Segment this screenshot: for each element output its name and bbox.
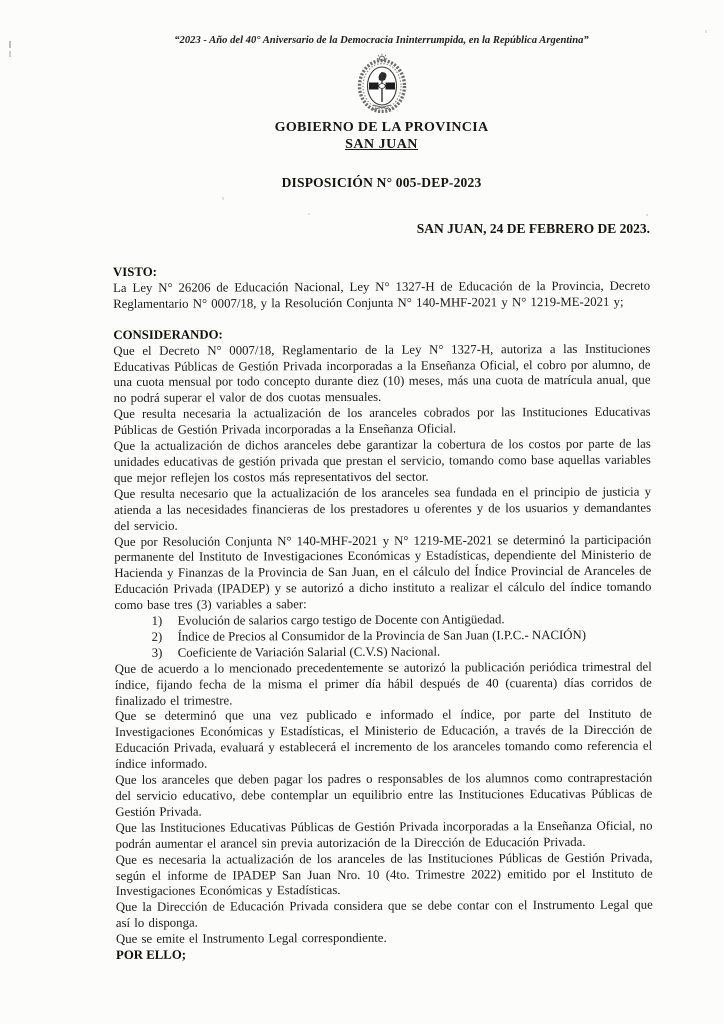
government-name: GOBIERNO DE LA PROVINCIA	[274, 120, 489, 135]
considerando-paragraph: Que por Resolución Conjunta N° 140-MHF-2021 y N° 1219-ME-2021 se determinó la participación permanente del Instituto de Investigaciones Económicas y Estadísticas, dependiente del Ministerio de Hacienda y Finanzas de la Provincia de San Juan, en el cálculo del Índice Provincial de Aranceles de Educación Privada (IPADEP) y se autorizó a dicho instituto a realizar el cálculo del índice tomando como base tres (3) variables a saber:	[114, 532, 652, 613]
considerando-paragraph: Que resulta necesario que la actualización de los aranceles sea fundada en el principio de justicia y atienda a las necesidades financieras de los prestadores u oferentes y de los usuarios y demandantes del servicio.	[113, 484, 652, 533]
document-title: DISPOSICIÓN N° 005-DEP-2023	[281, 175, 482, 190]
considerando-paragraph: Que la Dirección de Educación Privada considera que se debe contar con el Instrumento Legal que así lo disponga.	[115, 897, 653, 931]
scan-artifact	[222, 197, 224, 200]
considerando-paragraph: Que el Decreto N° 0007/18, Reglamentario de la Ley N° 1327-H, autoriza a las Instituciones Educativas Públicas de Gestión Privada incorporadas a la Enseñanza Oficial, el cobro por alumno, de una cuota mensual por todo concepto durante diez (10) meses, más una cuota de matrícula anual, que no podrá superar el valor de dos cuotas mensuales.	[113, 341, 651, 406]
scan-artifact	[646, 214, 648, 216]
por-ello-closing: POR ELLO;	[115, 947, 187, 963]
considerando-paragraph: Que las Instituciones Educativas Públicas de Gestión Privada incorporadas a la Enseñanza Oficial, no podrán aumentar el arancel sin previa autorización de la Dirección de Educación Privada.	[115, 818, 653, 851]
considerando-paragraph: Que los aranceles que deben pagar los padres o responsables de los alumnos como contraprestación del servicio educativo, debe contemplar un equilibrio entre las Instituciones Educativas Públicas de Gestión Privada.	[115, 770, 653, 819]
scan-artifact	[308, 213, 310, 215]
list-item-text: Evolución de salarios cargo testigo de Docente con Antigüedad.	[177, 612, 505, 628]
dateline: SAN JUAN, 24 DE FEBRERO DE 2023.	[416, 221, 650, 236]
considerando-heading: CONSIDERANDO:	[113, 327, 223, 342]
considerando-paragraph: Que la actualización de dichos aranceles debe garantizar la cobertura de los costos por parte de las unidades educativas de gestión privada que prestan el servicio, tomando como base aquellas variables que mejor reflejen los costos más representativos del sector.	[113, 436, 651, 485]
coat-of-arms-icon	[356, 53, 408, 113]
visto-paragraph: La Ley N° 26206 de Educación Nacional, Ley N° 1327-H de Educación de la Provincia, Decreto Reglamentario N° 0007/18, y la Resolución Conjunta N° 140-MHF-2021 y N° 1219-ME-2021 y;	[113, 278, 651, 311]
list-item-number: 2)	[151, 629, 163, 644]
considerando-paragraph: Que de acuerdo a lo mencionado precedentemente se autorizó la publicación periódica trimestral del índice, fijando fecha de la misma el primer día hábil después de 40 (cuarenta) días corridos de finalizado el trimestre.	[114, 659, 652, 708]
province-name: SAN JUAN	[345, 137, 418, 152]
list-item-number: 1)	[151, 613, 163, 628]
visto-heading: VISTO:	[113, 264, 157, 279]
year-legend: “2023 - Año del 40° Aniversario de la Democracia Ininterrumpida, en la República Argentina”	[174, 35, 589, 46]
considerando-paragraph: Que se emite el Instrumento Legal correspondiente.	[115, 930, 387, 947]
list-item-text: Coeficiente de Variación Salarial (C.V.S) Nacional.	[177, 644, 441, 660]
considerando-paragraph: Que es necesaria la actualización de los aranceles de las Instituciones Públicas de Gestión Privada, según el informe de IPADEP San Juan Nro. 10 (4to. Trimestre 2022) emitido por el Instituto de Investigaciones Económicas y Estadísticas.	[115, 850, 653, 899]
scan-artifact	[705, 30, 707, 33]
variables-list	[115, 612, 652, 662]
document-body	[113, 263, 653, 964]
considerando-paragraph: Que se determinó que una vez publicado e informado el índice, por parte del Instituto de Investigaciones Económicas y Estadísticas, el Ministerio de Educación, a través de la Dirección de Educación Privada, evaluará y establecerá el incremento de los aranceles tomando como referencia el índice informado.	[114, 707, 653, 772]
considerando-paragraph: Que resulta necesaria la actualización de los aranceles cobrados por las Instituciones Educativas Públicas de Gestión Privada incorporadas a la Enseñanza Oficial.	[113, 404, 651, 438]
list-item-text: Índice de Precios al Consumidor de la Provincia de San Juan (I.P.C.- NACIÓN)	[177, 627, 587, 644]
scan-artifact	[9, 41, 11, 48]
list-item-number: 3)	[151, 645, 163, 660]
scan-artifact	[9, 51, 11, 57]
